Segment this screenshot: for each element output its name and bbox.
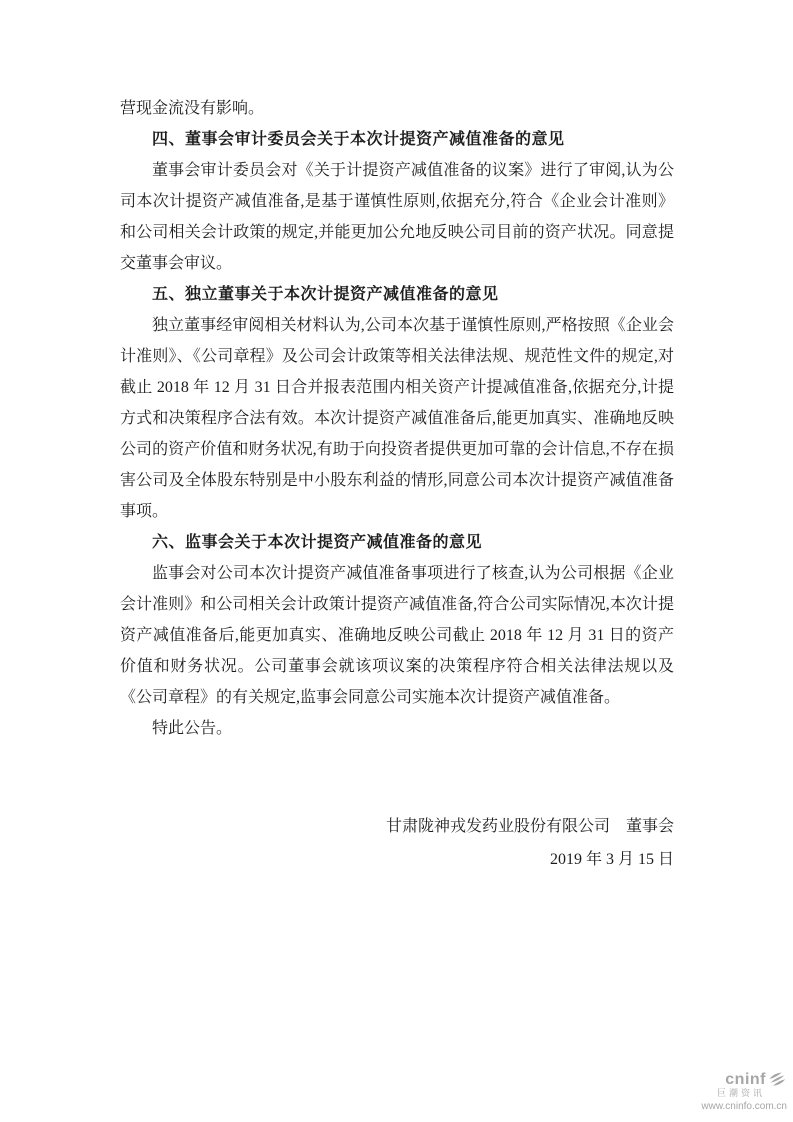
cninfo-logo-row	[701, 1071, 787, 1089]
cninfo-swirl-icon	[768, 1071, 787, 1088]
paragraph-continuation: 营现金流没有影响。	[120, 100, 265, 117]
section-supervisory-board-paragraph: 监事会对公司本次计提资产减值准备事项进行了核查,认为公司根据《企业会计准则》和公司相关会计政策计提资产减值准备,符合公司实际情况,本次计提资产减值准备后,能更加真实、准确地反映公司截止 2018 年 12 月 31 日的资产价值和财务状况。公司董事会就该项议案的决策程序符合相关法律法规以及《公司章程》的有关规定,监事会同意公司实施本次计提资产减值准备。	[120, 565, 674, 706]
signature-company: 甘肃陇神戎发药业股份有限公司 董事会	[385, 818, 674, 835]
section-independent-directors-paragraph: 独立董事经审阅相关材料认为,公司本次基于谨慎性原则,严格按照《企业会计准则》、《公司章程》及公司会计政策等相关法律法规、规范性文件的规定,对截止 2018 年 12 月 31 日合并报表范围内相关资产计提减值准备,依据充分,计提方式和决策程序合法有效。本次计提资产减值准备后,能更加真实、准确地反映公司的资产价值和财务状况,有助于向投资者提供更加可靠的会计信息,不存在损害公司及全体股东特别是中小股东利益的情形,同意公司本次计提资产减值准备事项。	[120, 317, 674, 520]
document-body	[120, 93, 674, 876]
cninfo-logo-text: cninf	[725, 1070, 766, 1088]
signature-block	[120, 810, 674, 876]
closing-statement: 特此公告。	[152, 720, 233, 737]
section-heading-supervisory-board: 六、监事会关于本次计提资产减值准备的意见	[152, 534, 483, 551]
section-heading-independent-directors: 五、独立董事关于本次计提资产减值准备的意见	[152, 286, 499, 303]
cninfo-name-cn: 巨潮资讯	[716, 1088, 765, 1099]
signature-date: 2019 年 3 月 15 日	[549, 851, 674, 868]
cninfo-watermark	[701, 1071, 787, 1112]
section-audit-committee-paragraph: 董事会审计委员会对《关于计提资产减值准备的议案》进行了审阅,认为公司本次计提资产减值准备,是基于谨慎性原则,依据充分,符合《企业会计准则》和公司相关会计政策的规定,并能更加公允地反映公司目前的资产状况。同意提交董事会审议。	[120, 162, 674, 272]
section-heading-audit-committee: 四、董事会审计委员会关于本次计提资产减值准备的意见	[152, 131, 565, 148]
cninfo-url: www.cninfo.com.cn	[701, 1101, 787, 1112]
